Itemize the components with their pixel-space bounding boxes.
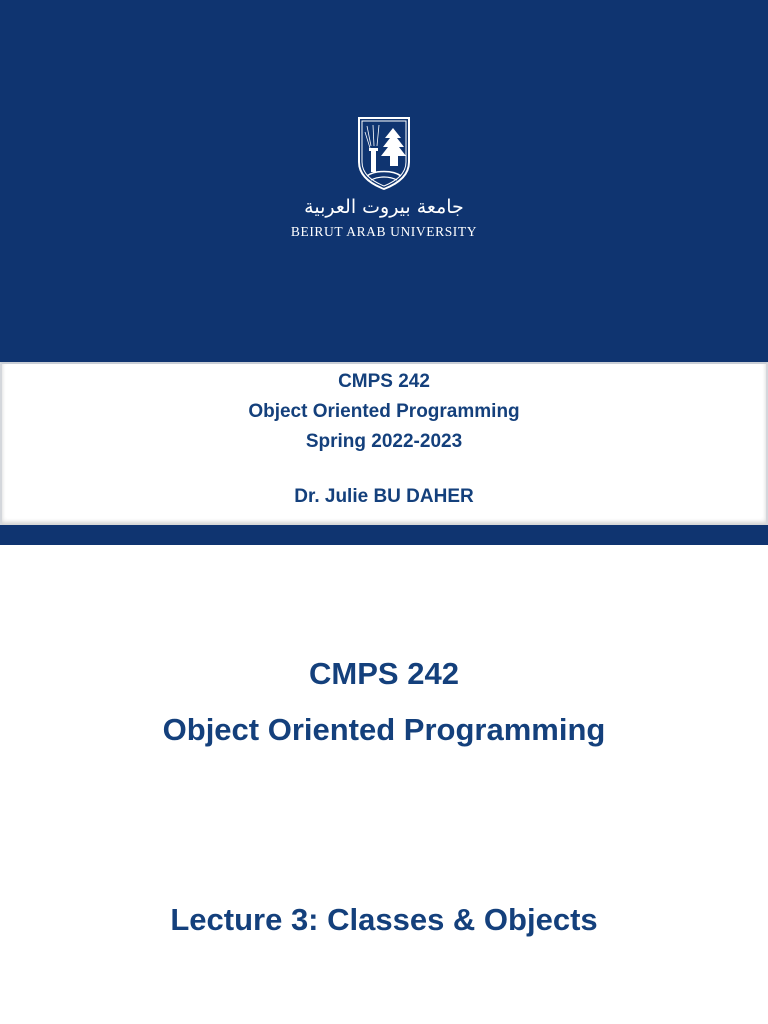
info-semester: Spring 2022-2023 [305, 431, 463, 452]
title-course-code: CMPS 242 [309, 656, 459, 691]
slide-title [0, 646, 768, 758]
title-course-name: Object Oriented Programming [162, 712, 606, 747]
header-band [0, 0, 768, 362]
spacer [2, 457, 766, 482]
university-name-english: BEIRUT ARAB UNIVERSITY [290, 224, 478, 239]
info-instructor: Dr. Julie BU DAHER [294, 486, 474, 507]
divider-band [0, 525, 768, 545]
lecture-title: Lecture 3: Classes & Objects [170, 902, 598, 937]
university-logo [0, 116, 768, 246]
cedar-crest-icon [357, 116, 411, 190]
university-name-arabic: جامعة بيروت العربية [304, 196, 464, 218]
course-info-box [0, 362, 768, 525]
info-course-name: Object Oriented Programming [248, 401, 520, 422]
info-course-code: CMPS 242 [338, 371, 430, 392]
